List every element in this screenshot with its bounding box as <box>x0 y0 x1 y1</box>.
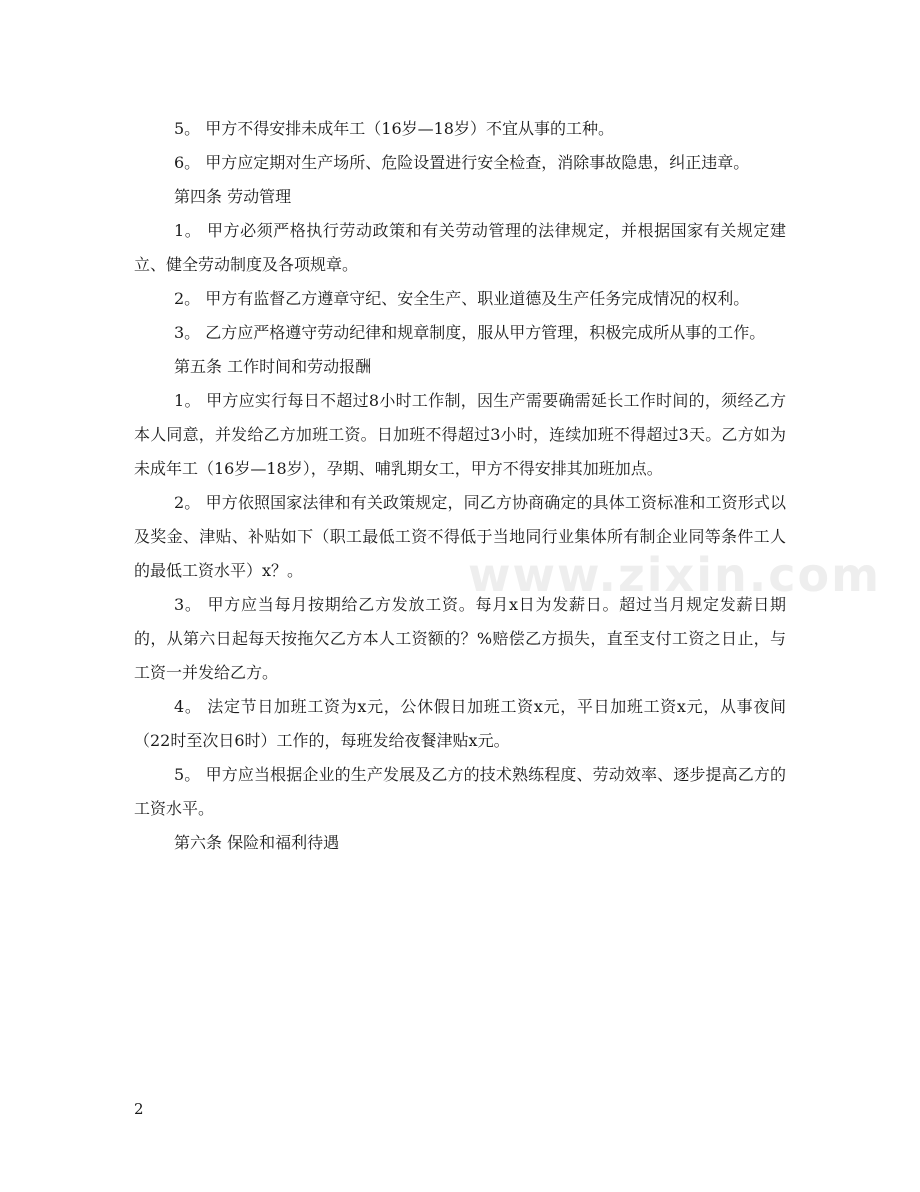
paragraph-item: 1。 甲方应实行每日不超过8小时工作制，因生产需要确需延长工作时间的，须经乙方本人同意，并发给乙方加班工资。日加班不得超过3小时，连续加班不得超过3天。乙方如为未成年工（16岁—18岁），孕期、哺乳期女工，甲方不得安排其加班加点。 <box>134 391 786 478</box>
paragraph-item: 4。 法定节日加班工资为x元，公休假日加班工资x元，平日加班工资x元，从事夜间（22时至次日6时）工作的，每班发给夜餐津贴x元。 <box>134 697 786 750</box>
watermark: www.zixin.com <box>468 548 882 602</box>
paragraph-item: 2。 甲方有监督乙方遵章守纪、安全生产、职业道德及生产任务完成情况的权利。 <box>174 289 750 308</box>
paragraph-item: 6。 甲方应定期对生产场所、危险设置进行安全检查，消除事故隐患，纠正违章。 <box>174 153 750 172</box>
paragraph-item: 2。 甲方依照国家法律和有关政策规定，同乙方协商确定的具体工资标准和工资形式以及奖金、津贴、补贴如下（职工最低工资不得低于当地同行业集体所有制企业同等条件工人的最低工资水平）x？。 <box>134 493 786 580</box>
section-heading: 第四条 劳动管理 <box>174 187 292 206</box>
paragraph-item: 5。 甲方应当根据企业的生产发展及乙方的技术熟练程度、劳动效率、逐步提高乙方的工资水平。 <box>134 765 786 818</box>
section-heading: 第五条 工作时间和劳动报酬 <box>174 357 372 376</box>
document-body <box>134 112 786 860</box>
paragraph-item: 5。 甲方不得安排未成年工（16岁—18岁）不宜从事的工种。 <box>174 119 614 138</box>
paragraph-item: 1。 甲方必须严格执行劳动政策和有关劳动管理的法律规定，并根据国家有关规定建立、健全劳动制度及各项规章。 <box>134 221 786 274</box>
section-heading: 第六条 保险和福利待遇 <box>174 833 340 852</box>
paragraph-item: 3。 甲方应当每月按期给乙方发放工资。每月x日为发薪日。超过当月规定发薪日期的，从第六日起每天按拖欠乙方本人工资额的？%赔偿乙方损失，直至支付工资之日止，与工资一并发给乙方。 <box>134 595 786 682</box>
paragraph-item: 3。 乙方应严格遵守劳动纪律和规章制度，服从甲方管理，积极完成所从事的工作。 <box>174 323 766 342</box>
page-number: 2 <box>134 1100 144 1118</box>
